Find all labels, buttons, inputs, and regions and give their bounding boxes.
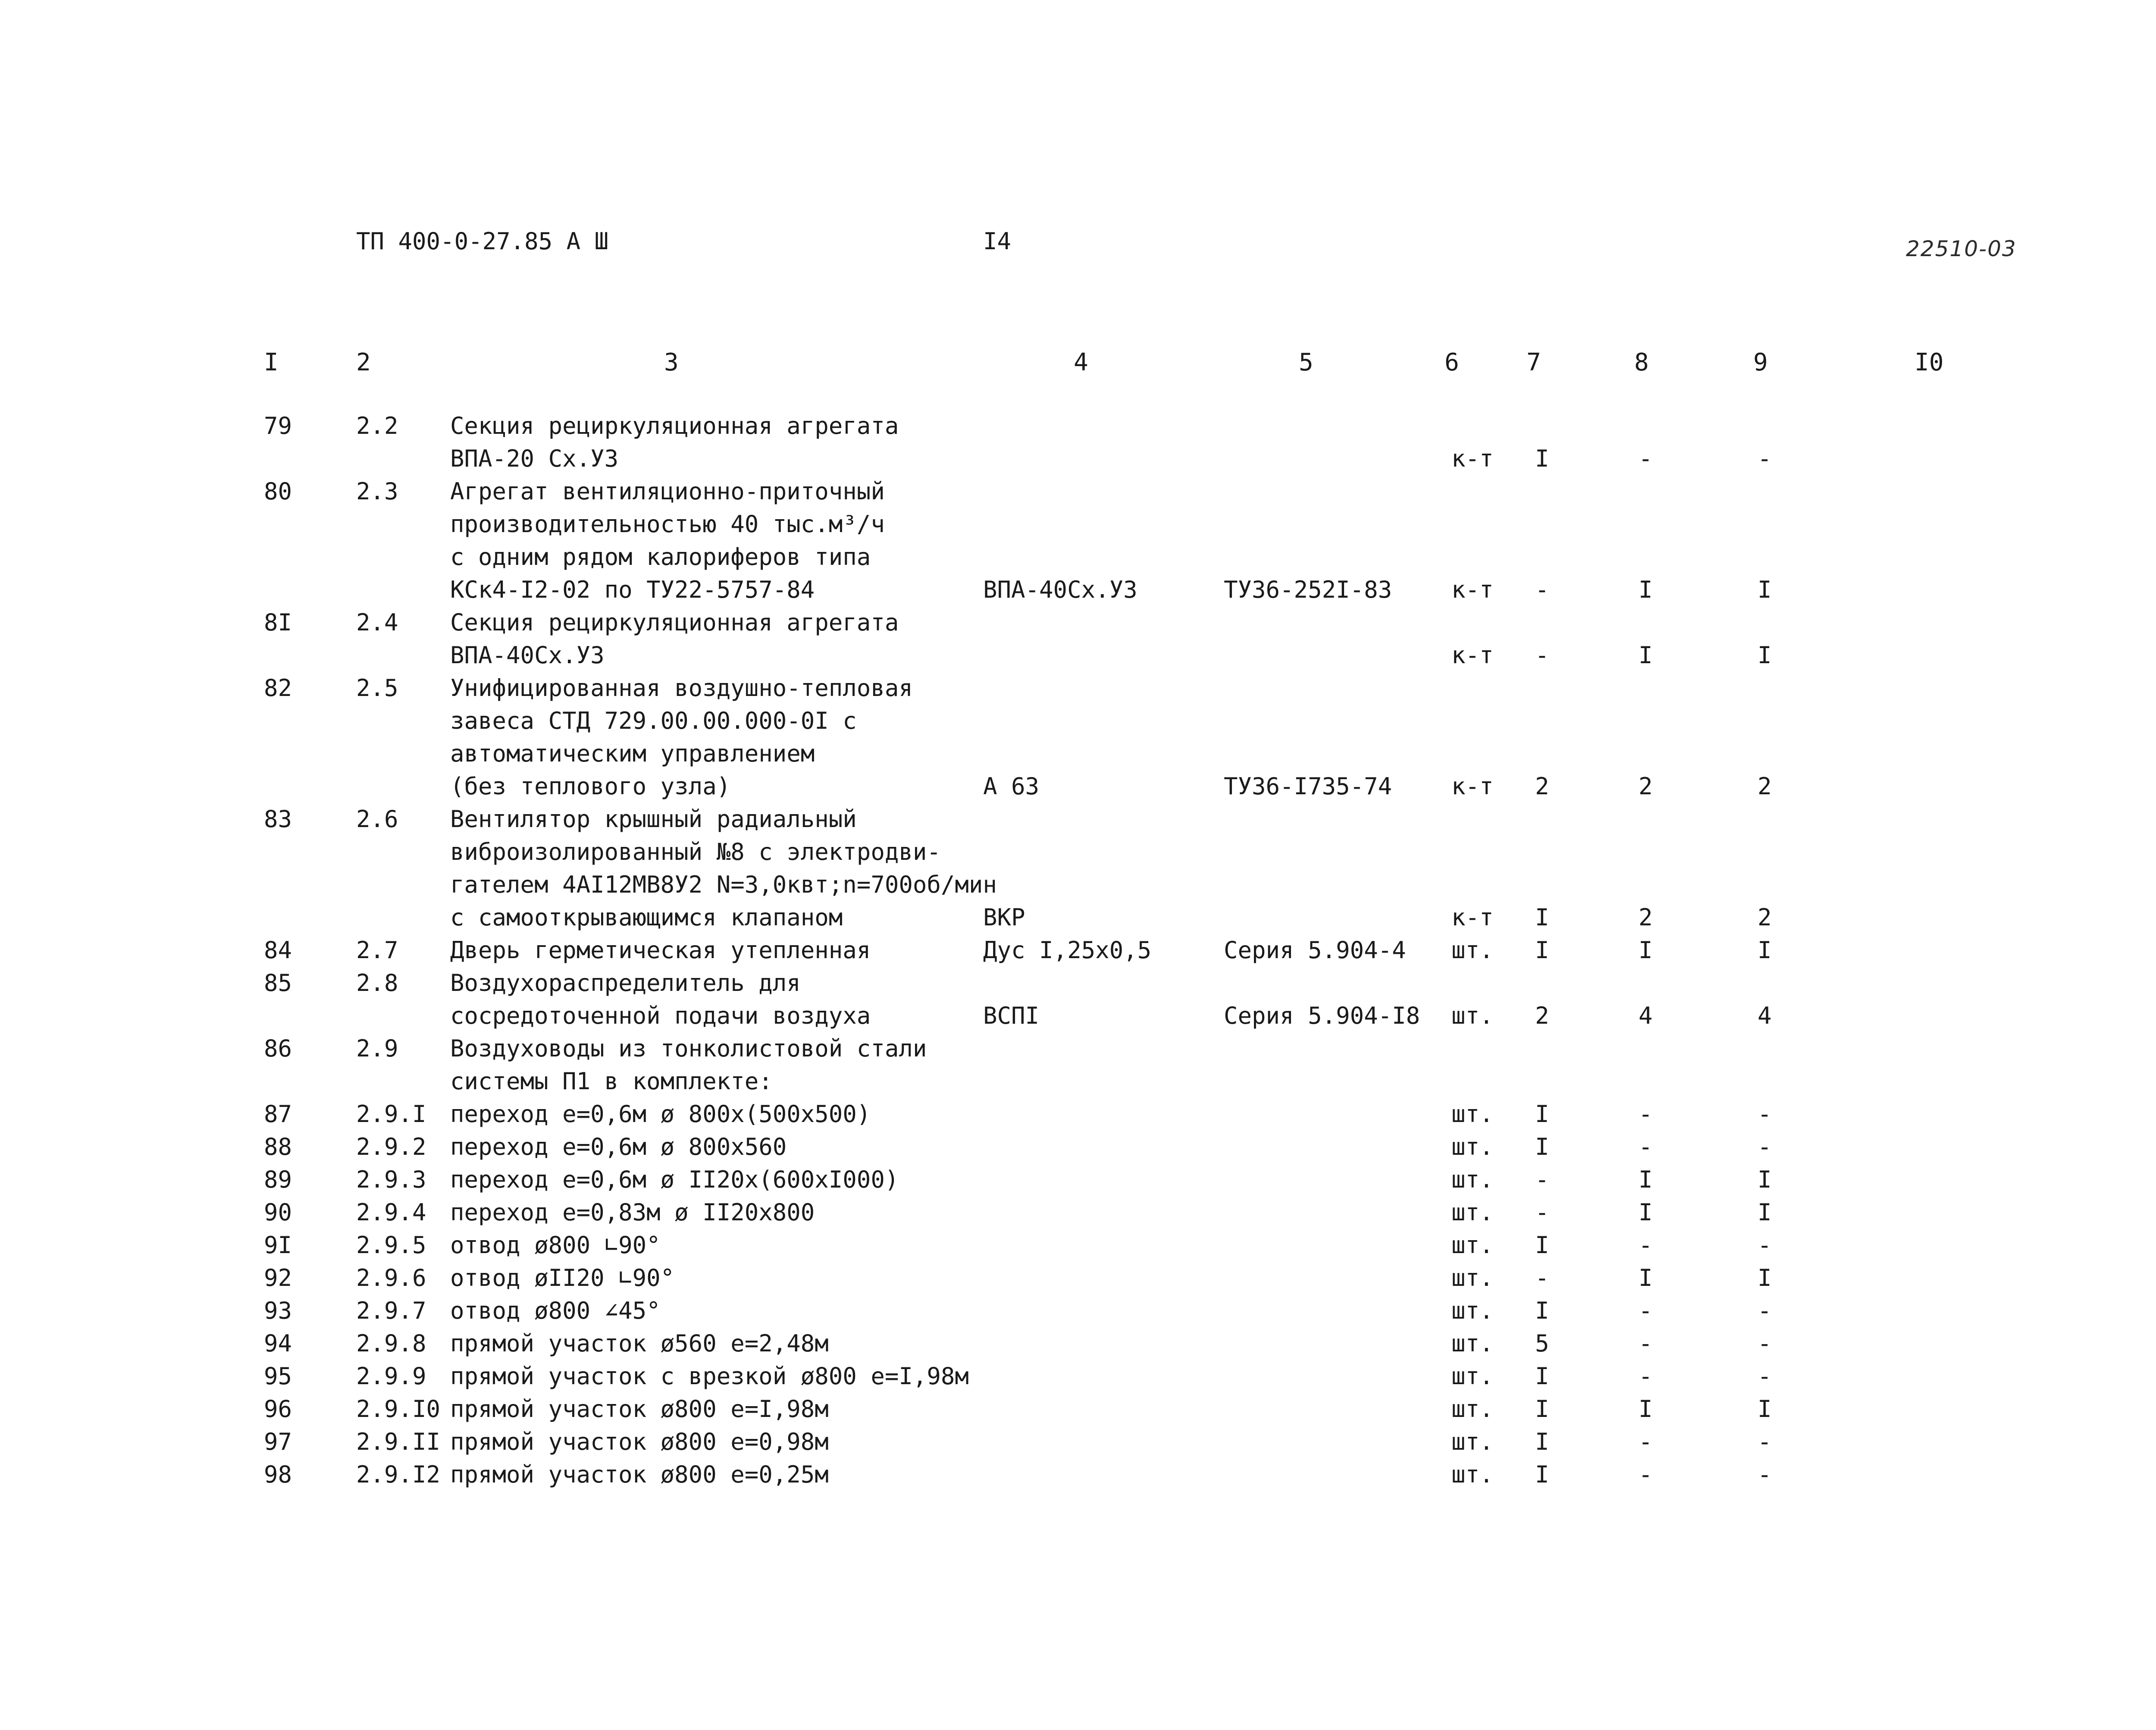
unit: шт.	[1451, 1166, 1494, 1193]
quantity-col-7: -	[1535, 1264, 1549, 1291]
table-row	[0, 672, 2156, 803]
item-name-line: прямой участок ø800 е=0,25м	[450, 1461, 829, 1488]
quantity-col-8: 2	[1639, 773, 1653, 800]
item-name	[450, 1327, 829, 1360]
position-code: 2.9.I2	[356, 1461, 441, 1488]
unit: шт.	[1451, 1428, 1494, 1455]
quantity-col-7: I	[1535, 937, 1549, 964]
item-name-line: прямой участок ø800 е=I,98м	[450, 1395, 829, 1423]
quantity-col-8: -	[1639, 1428, 1653, 1455]
item-name	[450, 934, 871, 967]
item-name	[450, 1360, 969, 1393]
item-name-line: ВПА-40Сх.У3	[450, 642, 605, 669]
unit: к-т	[1451, 576, 1494, 603]
item-name-line: прямой участок ø800 е=0,98м	[450, 1428, 829, 1455]
column-header-4: 4	[1074, 348, 1088, 376]
column-header-1: I	[264, 348, 279, 376]
table-row	[0, 1163, 2156, 1196]
item-name-line: переход е=0,83м ø II20х800	[450, 1199, 815, 1226]
quantity-col-8: 2	[1639, 904, 1653, 931]
quantity-col-7: I	[1535, 1363, 1549, 1390]
type-mark: А 63	[983, 773, 1040, 800]
quantity-col-8: I	[1639, 1395, 1653, 1423]
item-name	[450, 803, 997, 934]
item-name	[450, 1426, 829, 1458]
quantity-col-7: 2	[1535, 773, 1549, 800]
unit: шт.	[1451, 1363, 1494, 1390]
unit: шт.	[1451, 937, 1494, 964]
table-row	[0, 1229, 2156, 1262]
quantity-col-9: -	[1758, 1363, 1772, 1390]
item-name-line: переход е=0,6м ø II20х(600хI000)	[450, 1166, 899, 1193]
item-name-line: отвод ø800 ∟90°	[450, 1232, 661, 1259]
item-name-line: с самооткрывающимся клапаном	[450, 904, 843, 931]
quantity-col-7: -	[1535, 642, 1549, 669]
quantity-col-7: I	[1535, 445, 1549, 472]
table-row	[0, 1098, 2156, 1131]
quantity-col-8: I	[1639, 1199, 1653, 1226]
table-row	[0, 1360, 2156, 1393]
unit: шт.	[1451, 1297, 1494, 1324]
quantity-col-8: I	[1639, 642, 1653, 669]
table-row	[0, 934, 2156, 967]
table-row	[0, 1327, 2156, 1360]
quantity-col-8: -	[1639, 1100, 1653, 1128]
document-code: ТП 400-0-27.85 А Ш	[356, 228, 609, 255]
table-row	[0, 1426, 2156, 1458]
reference-document: Серия 5.904-I8	[1224, 1002, 1420, 1029]
unit: шт.	[1451, 1199, 1494, 1226]
quantity-col-8: -	[1639, 1330, 1653, 1357]
unit: шт.	[1451, 1232, 1494, 1259]
quantity-col-9: -	[1758, 1297, 1772, 1324]
item-name	[450, 1393, 829, 1426]
reference-document: Серия 5.904-4	[1224, 937, 1406, 964]
position-code: 2.2	[356, 412, 398, 439]
row-number: 83	[264, 805, 292, 833]
item-name-line: отвод øII20 ∟90°	[450, 1264, 675, 1291]
unit: шт.	[1451, 1100, 1494, 1128]
handwritten-stamp: 22510-03	[1906, 236, 2017, 261]
item-name-line: Секция рециркуляционная агрегата	[450, 412, 899, 439]
position-code: 2.5	[356, 674, 398, 702]
item-name	[450, 967, 871, 1032]
quantity-col-9: 2	[1758, 904, 1772, 931]
column-header-7: 7	[1526, 348, 1541, 376]
quantity-col-7: I	[1535, 1133, 1549, 1160]
position-code: 2.7	[356, 937, 398, 964]
row-number: 94	[264, 1330, 292, 1357]
item-name	[450, 1032, 927, 1098]
type-mark: ВПА-40Сх.У3	[983, 576, 1138, 603]
row-number: 88	[264, 1133, 292, 1160]
quantity-col-9: -	[1758, 1232, 1772, 1259]
row-number: 79	[264, 412, 292, 439]
quantity-col-9: -	[1758, 1428, 1772, 1455]
quantity-col-8: -	[1639, 445, 1653, 472]
position-code: 2.9.5	[356, 1232, 426, 1259]
item-name-line: отвод ø800 ∠45°	[450, 1297, 661, 1324]
item-name-line: системы П1 в комплекте:	[450, 1068, 773, 1095]
column-header-3: 3	[664, 348, 679, 376]
item-name-line: Агрегат вентиляционно-приточный	[450, 478, 885, 505]
quantity-col-9: I	[1758, 937, 1772, 964]
table-row	[0, 606, 2156, 672]
table-row	[0, 1032, 2156, 1098]
item-name-line: Унифицированная воздушно-тепловая	[450, 674, 913, 702]
item-name-line: производительностью 40 тыс.м³/ч	[450, 511, 885, 538]
quantity-col-8: I	[1639, 937, 1653, 964]
specification-table	[0, 410, 2156, 1491]
table-row	[0, 1262, 2156, 1294]
item-name-line: сосредоточенной подачи воздуха	[450, 1002, 871, 1029]
row-number: 82	[264, 674, 292, 702]
item-name-line: прямой участок с врезкой ø800 е=I,98м	[450, 1363, 969, 1390]
item-name	[450, 1229, 661, 1262]
table-row	[0, 967, 2156, 1032]
reference-document: ТУ36-252I-83	[1224, 576, 1392, 603]
unit: к-т	[1451, 773, 1494, 800]
quantity-col-8: I	[1639, 576, 1653, 603]
item-name	[450, 1294, 661, 1327]
item-name-line: с одним рядом калориферов типа	[450, 543, 871, 570]
item-name-line: автоматическим управлением	[450, 740, 815, 767]
quantity-col-9: I	[1758, 642, 1772, 669]
table-row	[0, 1196, 2156, 1229]
item-name-line: прямой участок ø560 е=2,48м	[450, 1330, 829, 1357]
item-name-line: завеса СТД 729.00.00.000-0I с	[450, 707, 857, 734]
item-name-line: переход е=0,6м ø 800х(500х500)	[450, 1100, 871, 1128]
quantity-col-9: I	[1758, 576, 1772, 603]
row-number: 89	[264, 1166, 292, 1193]
column-header-9: 9	[1753, 348, 1768, 376]
table-row	[0, 1458, 2156, 1491]
row-number: 90	[264, 1199, 292, 1226]
table-row	[0, 1131, 2156, 1163]
type-mark: ВСПI	[983, 1002, 1040, 1029]
column-headers	[0, 348, 2156, 379]
quantity-col-7: -	[1535, 576, 1549, 603]
quantity-col-9: -	[1758, 1133, 1772, 1160]
item-name	[450, 1131, 787, 1163]
position-code: 2.9.I0	[356, 1395, 441, 1423]
item-name-line: КСк4-I2-02 по ТУ22-5757-84	[450, 576, 815, 603]
quantity-col-9: 4	[1758, 1002, 1772, 1029]
item-name	[450, 410, 899, 475]
position-code: 2.9	[356, 1035, 398, 1062]
unit: шт.	[1451, 1395, 1494, 1423]
unit: шт.	[1451, 1002, 1494, 1029]
item-name	[450, 475, 885, 606]
row-number: 85	[264, 969, 292, 997]
position-code: 2.9.4	[356, 1199, 426, 1226]
quantity-col-9: I	[1758, 1395, 1772, 1423]
position-code: 2.3	[356, 478, 398, 505]
quantity-col-7: I	[1535, 1395, 1549, 1423]
unit: шт.	[1451, 1133, 1494, 1160]
item-name	[450, 1163, 899, 1196]
table-row	[0, 475, 2156, 606]
unit: шт.	[1451, 1264, 1494, 1291]
row-number: 9I	[264, 1232, 292, 1259]
unit: шт.	[1451, 1461, 1494, 1488]
item-name-line: Воздуховоды из тонколистовой стали	[450, 1035, 927, 1062]
item-name-line: Воздухораспределитель для	[450, 969, 801, 997]
row-number: 96	[264, 1395, 292, 1423]
unit: к-т	[1451, 642, 1494, 669]
quantity-col-9: I	[1758, 1264, 1772, 1291]
item-name-line: Дверь герметическая утепленная	[450, 937, 871, 964]
unit: к-т	[1451, 445, 1494, 472]
quantity-col-9: I	[1758, 1166, 1772, 1193]
item-name-line: переход е=0,6м ø 800х560	[450, 1133, 787, 1160]
quantity-col-8: 4	[1639, 1002, 1653, 1029]
row-number: 98	[264, 1461, 292, 1488]
quantity-col-7: I	[1535, 1297, 1549, 1324]
page-header	[0, 228, 2156, 262]
column-header-8: 8	[1634, 348, 1649, 376]
position-code: 2.9.8	[356, 1330, 426, 1357]
quantity-col-9: -	[1758, 445, 1772, 472]
table-row	[0, 1294, 2156, 1327]
type-mark: Дус I,25х0,5	[983, 937, 1152, 964]
row-number: 93	[264, 1297, 292, 1324]
row-number: 97	[264, 1428, 292, 1455]
type-mark: ВКР	[983, 904, 1025, 931]
table-row	[0, 803, 2156, 934]
row-number: 8I	[264, 609, 292, 636]
item-name	[450, 1262, 674, 1294]
quantity-col-8: -	[1639, 1133, 1653, 1160]
row-number: 92	[264, 1264, 292, 1291]
item-name-line: гателем 4АI12МВ8У2 N=3,0квт;n=700об/мин	[450, 871, 997, 898]
reference-document: ТУ36-I735-74	[1224, 773, 1392, 800]
column-header-10: I0	[1915, 348, 1944, 376]
unit: шт.	[1451, 1330, 1494, 1357]
row-number: 95	[264, 1363, 292, 1390]
quantity-col-7: -	[1535, 1166, 1549, 1193]
position-code: 2.9.9	[356, 1363, 426, 1390]
quantity-col-8: -	[1639, 1363, 1653, 1390]
position-code: 2.6	[356, 805, 398, 833]
item-name-line: Секция рециркуляционная агрегата	[450, 609, 899, 636]
column-header-2: 2	[356, 348, 371, 376]
quantity-col-7: 5	[1535, 1330, 1549, 1357]
quantity-col-9: -	[1758, 1461, 1772, 1488]
position-code: 2.9.6	[356, 1264, 426, 1291]
unit: к-т	[1451, 904, 1494, 931]
row-number: 80	[264, 478, 292, 505]
item-name-line: Вентилятор крышный радиальный	[450, 805, 857, 833]
quantity-col-8: I	[1639, 1166, 1653, 1193]
quantity-col-8: -	[1639, 1232, 1653, 1259]
column-header-6: 6	[1445, 348, 1459, 376]
quantity-col-9: I	[1758, 1199, 1772, 1226]
quantity-col-7: I	[1535, 1428, 1549, 1455]
position-code: 2.9.7	[356, 1297, 426, 1324]
column-header-5: 5	[1299, 348, 1313, 376]
quantity-col-8: I	[1639, 1264, 1653, 1291]
quantity-col-9: 2	[1758, 773, 1772, 800]
quantity-col-7: I	[1535, 1100, 1549, 1128]
position-code: 2.9.3	[356, 1166, 426, 1193]
row-number: 84	[264, 937, 292, 964]
item-name-line: виброизолированный №8 с электродви-	[450, 838, 941, 865]
quantity-col-8: -	[1639, 1297, 1653, 1324]
quantity-col-7: I	[1535, 1461, 1549, 1488]
table-row	[0, 410, 2156, 475]
quantity-col-9: -	[1758, 1100, 1772, 1128]
item-name	[450, 672, 913, 803]
quantity-col-8: -	[1639, 1461, 1653, 1488]
position-code: 2.9.I	[356, 1100, 426, 1128]
quantity-col-7: I	[1535, 904, 1549, 931]
item-name-line: (без теплового узла)	[450, 773, 731, 800]
row-number: 86	[264, 1035, 292, 1062]
quantity-col-7: I	[1535, 1232, 1549, 1259]
item-name	[450, 1098, 871, 1131]
quantity-col-7: 2	[1535, 1002, 1549, 1029]
quantity-col-7: -	[1535, 1199, 1549, 1226]
position-code: 2.9.II	[356, 1428, 441, 1455]
item-name	[450, 1458, 829, 1491]
position-code: 2.9.2	[356, 1133, 426, 1160]
item-name	[450, 606, 899, 672]
item-name-line: ВПА-20 Сх.У3	[450, 445, 619, 472]
page-number: I4	[983, 228, 1012, 255]
quantity-col-9: -	[1758, 1330, 1772, 1357]
item-name	[450, 1196, 815, 1229]
table-row	[0, 1393, 2156, 1426]
position-code: 2.8	[356, 969, 398, 997]
row-number: 87	[264, 1100, 292, 1128]
position-code: 2.4	[356, 609, 398, 636]
